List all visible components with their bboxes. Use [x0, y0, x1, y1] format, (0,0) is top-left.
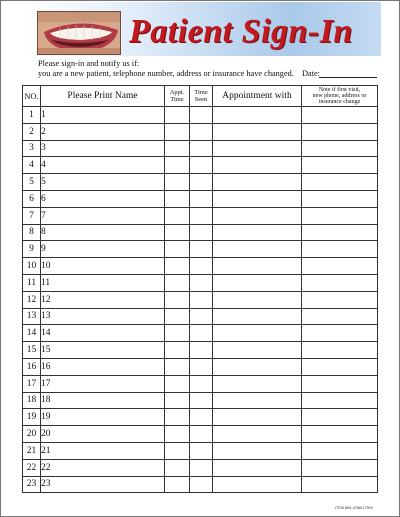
time-seen-cell[interactable] [190, 140, 213, 157]
note-cell[interactable] [302, 476, 378, 493]
name-cell[interactable]: 19 [41, 409, 165, 426]
name-cell[interactable]: 18 [41, 392, 165, 409]
name-cell[interactable]: 16 [41, 358, 165, 375]
name-cell[interactable]: 23 [41, 476, 165, 493]
note-cell[interactable] [302, 358, 378, 375]
note-cell[interactable] [302, 140, 378, 157]
appt-time-cell[interactable] [165, 392, 190, 409]
column-header-appointment-with: Appointment with [213, 86, 302, 107]
intro-text-line-2: you are a new patient, telephone number, address or insurance have changed. [38, 69, 294, 78]
time-seen-cell[interactable] [190, 342, 213, 359]
appointment-with-cell[interactable] [213, 476, 302, 493]
row-number: 22 [23, 459, 41, 476]
note-line-1: Note if first visit, [318, 87, 361, 93]
smile-photo [37, 11, 121, 55]
note-cell[interactable] [302, 258, 378, 275]
name-cell[interactable]: 2 [41, 123, 165, 140]
column-header-time-seen [190, 86, 213, 107]
appointment-with-cell[interactable] [213, 375, 302, 392]
table-row [23, 325, 378, 342]
appt-time-cell[interactable] [165, 426, 190, 443]
time-seen-cell[interactable] [190, 308, 213, 325]
time-seen-cell[interactable] [190, 476, 213, 493]
time-seen-cell[interactable] [190, 358, 213, 375]
note-cell[interactable] [302, 174, 378, 191]
name-cell[interactable]: 3 [41, 140, 165, 157]
row-number: 12 [23, 291, 41, 308]
appointment-with-cell[interactable] [213, 291, 302, 308]
name-cell[interactable]: 4 [41, 157, 165, 174]
appt-time-line-2: Time [170, 96, 184, 103]
name-cell[interactable]: 17 [41, 375, 165, 392]
note-cell[interactable] [302, 274, 378, 291]
time-seen-cell[interactable] [190, 325, 213, 342]
table-row [23, 308, 378, 325]
row-number: 18 [23, 392, 41, 409]
appointment-with-cell[interactable] [213, 174, 302, 191]
appointment-with-cell[interactable] [213, 409, 302, 426]
name-cell[interactable]: 15 [41, 342, 165, 359]
time-seen-cell[interactable] [190, 442, 213, 459]
time-seen-cell[interactable] [190, 224, 213, 241]
appointment-with-cell[interactable] [213, 107, 302, 124]
row-number: 10 [23, 258, 41, 275]
intro-text-line-1: Please sign-in and notify us if: [38, 59, 140, 68]
time-seen-cell[interactable] [190, 459, 213, 476]
time-seen-cell[interactable] [190, 174, 213, 191]
appt-time-cell[interactable] [165, 274, 190, 291]
time-seen-cell[interactable] [190, 426, 213, 443]
table-row [23, 224, 378, 241]
time-seen-cell[interactable] [190, 123, 213, 140]
appt-time-cell[interactable] [165, 442, 190, 459]
row-number: 21 [23, 442, 41, 459]
appt-time-cell[interactable] [165, 375, 190, 392]
note-cell[interactable] [302, 291, 378, 308]
appt-time-cell[interactable] [165, 123, 190, 140]
name-cell[interactable]: 10 [41, 258, 165, 275]
name-cell[interactable]: 12 [41, 291, 165, 308]
table-row [23, 123, 378, 140]
appointment-with-cell[interactable] [213, 157, 302, 174]
appt-time-cell[interactable] [165, 258, 190, 275]
name-cell[interactable]: 8 [41, 224, 165, 241]
appointment-with-cell[interactable] [213, 308, 302, 325]
page-title: Patient Sign-In [129, 13, 353, 50]
table-row [23, 157, 378, 174]
appt-time-cell[interactable] [165, 476, 190, 493]
note-line-2: new phone, address or [312, 93, 367, 99]
row-number: 6 [23, 190, 41, 207]
row-number: 20 [23, 426, 41, 443]
table-row [23, 375, 378, 392]
name-cell[interactable]: 14 [41, 325, 165, 342]
appointment-with-cell[interactable] [213, 207, 302, 224]
item-code: ITEM 864-4766/17509 [335, 506, 373, 510]
note-cell[interactable] [302, 442, 378, 459]
appointment-with-cell[interactable] [213, 442, 302, 459]
note-cell[interactable] [302, 107, 378, 124]
appointment-with-cell[interactable] [213, 392, 302, 409]
name-cell[interactable]: 21 [41, 442, 165, 459]
row-number: 3 [23, 140, 41, 157]
appointment-with-cell[interactable] [213, 140, 302, 157]
note-cell[interactable] [302, 409, 378, 426]
appt-time-cell[interactable] [165, 325, 190, 342]
note-cell[interactable] [302, 392, 378, 409]
table-header-row [23, 86, 378, 107]
appt-time-cell[interactable] [165, 291, 190, 308]
name-cell[interactable]: 5 [41, 174, 165, 191]
appt-time-cell[interactable] [165, 107, 190, 124]
column-header-appt-time [165, 86, 190, 107]
name-cell[interactable]: 6 [41, 190, 165, 207]
table-row [23, 459, 378, 476]
appointment-with-cell[interactable] [213, 241, 302, 258]
name-cell[interactable]: 7 [41, 207, 165, 224]
time-seen-line-2: Seen [194, 96, 208, 103]
row-number: 2 [23, 123, 41, 140]
appt-time-line-1: Appt. [169, 89, 185, 96]
appt-time-cell[interactable] [165, 140, 190, 157]
appt-time-cell[interactable] [165, 308, 190, 325]
appt-time-cell[interactable] [165, 190, 190, 207]
appointment-with-cell[interactable] [213, 274, 302, 291]
table-row [23, 174, 378, 191]
time-seen-cell[interactable] [190, 291, 213, 308]
column-header-note [302, 86, 378, 107]
appointment-with-cell[interactable] [213, 426, 302, 443]
row-number: 23 [23, 476, 41, 493]
appt-time-cell[interactable] [165, 342, 190, 359]
time-seen-cell[interactable] [190, 241, 213, 258]
row-number: 19 [23, 409, 41, 426]
table-row [23, 392, 378, 409]
appt-time-cell[interactable] [165, 409, 190, 426]
note-cell[interactable] [302, 375, 378, 392]
appointment-with-cell[interactable] [213, 258, 302, 275]
row-number: 4 [23, 157, 41, 174]
row-number: 13 [23, 308, 41, 325]
table-row [23, 241, 378, 258]
time-seen-cell[interactable] [190, 274, 213, 291]
table-row [23, 291, 378, 308]
table-body [23, 107, 378, 493]
table-row [23, 358, 378, 375]
appointment-with-cell[interactable] [213, 224, 302, 241]
appt-time-cell[interactable] [165, 157, 190, 174]
time-seen-cell[interactable] [190, 107, 213, 124]
note-line-3: insurance change [318, 99, 361, 105]
note-cell[interactable] [302, 190, 378, 207]
sign-in-table [22, 85, 378, 493]
time-seen-cell[interactable] [190, 207, 213, 224]
note-cell[interactable] [302, 342, 378, 359]
table-row [23, 207, 378, 224]
date-label: Date: [302, 69, 320, 78]
note-cell[interactable] [302, 123, 378, 140]
row-number: 11 [23, 274, 41, 291]
appt-time-cell[interactable] [165, 174, 190, 191]
name-cell[interactable]: 22 [41, 459, 165, 476]
name-cell[interactable]: 9 [41, 241, 165, 258]
table-row [23, 258, 378, 275]
time-seen-cell[interactable] [190, 258, 213, 275]
appt-time-cell[interactable] [165, 459, 190, 476]
row-number: 1 [23, 107, 41, 124]
appointment-with-cell[interactable] [213, 459, 302, 476]
appointment-with-cell[interactable] [213, 342, 302, 359]
row-number: 17 [23, 375, 41, 392]
appt-time-cell[interactable] [165, 207, 190, 224]
time-seen-cell[interactable] [190, 392, 213, 409]
appt-time-cell[interactable] [165, 224, 190, 241]
note-cell[interactable] [302, 241, 378, 258]
note-cell[interactable] [302, 325, 378, 342]
table-row [23, 442, 378, 459]
name-cell[interactable]: 20 [41, 426, 165, 443]
table-row [23, 140, 378, 157]
name-cell[interactable]: 1 [41, 107, 165, 124]
column-header-name: Please Print Name [41, 86, 165, 107]
date-field-line[interactable] [319, 77, 377, 78]
row-number: 5 [23, 174, 41, 191]
row-number: 16 [23, 358, 41, 375]
note-cell[interactable] [302, 308, 378, 325]
appointment-with-cell[interactable] [213, 358, 302, 375]
appt-time-cell[interactable] [165, 241, 190, 258]
time-seen-cell[interactable] [190, 190, 213, 207]
row-number: 8 [23, 224, 41, 241]
time-seen-line-1: Time [194, 89, 208, 96]
column-header-no: NO. [23, 86, 41, 107]
name-cell[interactable]: 11 [41, 274, 165, 291]
table-row [23, 190, 378, 207]
row-number: 14 [23, 325, 41, 342]
appt-time-cell[interactable] [165, 358, 190, 375]
note-cell[interactable] [302, 224, 378, 241]
note-cell[interactable] [302, 157, 378, 174]
table-row [23, 426, 378, 443]
note-cell[interactable] [302, 207, 378, 224]
table-row [23, 342, 378, 359]
name-cell[interactable]: 13 [41, 308, 165, 325]
row-number: 7 [23, 207, 41, 224]
table-row [23, 409, 378, 426]
appointment-with-cell[interactable] [213, 325, 302, 342]
appointment-with-cell[interactable] [213, 190, 302, 207]
table-row [23, 274, 378, 291]
note-cell[interactable] [302, 426, 378, 443]
row-number: 9 [23, 241, 41, 258]
appointment-with-cell[interactable] [213, 123, 302, 140]
row-number: 15 [23, 342, 41, 359]
time-seen-cell[interactable] [190, 409, 213, 426]
time-seen-cell[interactable] [190, 157, 213, 174]
note-cell[interactable] [302, 459, 378, 476]
time-seen-cell[interactable] [190, 375, 213, 392]
table-row [23, 107, 378, 124]
table-row [23, 476, 378, 493]
